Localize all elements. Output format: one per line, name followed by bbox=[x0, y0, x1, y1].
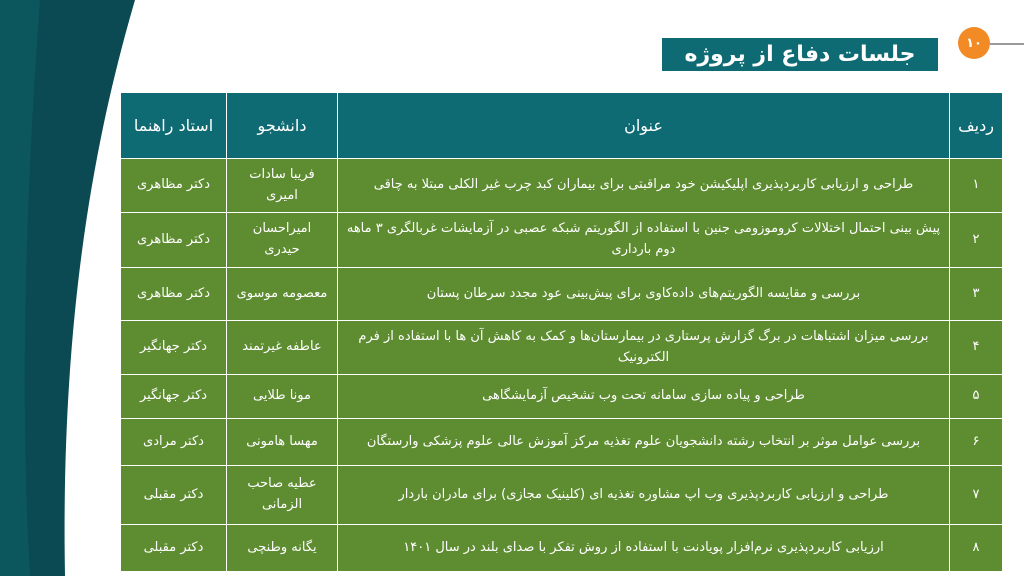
table-row bbox=[121, 213, 1003, 268]
project-title: طراحی و ارزیابی کاربردپذیری وب اپ مشاوره تغذیه ای (کلینیک مجازی) برای مادران باردار bbox=[338, 466, 950, 525]
slide-title: جلسات دفاع از پروژه bbox=[662, 38, 938, 71]
page-number-badge: ۱۰ bbox=[958, 27, 990, 59]
project-title: طراحی و پیاده سازی سامانه تحت وب تشخیص آزمایشگاهی bbox=[338, 375, 950, 419]
advisor-name: دکتر مقبلی bbox=[121, 525, 227, 572]
row-number: ۲ bbox=[950, 213, 1003, 268]
header-row-number: ردیف bbox=[950, 93, 1003, 159]
row-number: ۳ bbox=[950, 268, 1003, 321]
header-divider bbox=[990, 43, 1024, 45]
header-advisor: استاد راهنما bbox=[121, 93, 227, 159]
table-row bbox=[121, 466, 1003, 525]
project-title: طراحی و ارزیابی کاربردپذیری اپلیکیشن خود مراقبتی برای بیماران کبد چرب غیر الکلی مبتلا به چاقی bbox=[338, 159, 950, 213]
student-name: امیراحسان حیدری bbox=[227, 213, 338, 268]
header-title: عنوان bbox=[338, 93, 950, 159]
table-row bbox=[121, 525, 1003, 572]
project-title: بررسی عوامل موثر بر انتخاب رشته دانشجویان علوم تغذیه مرکز آموزش عالی علوم پزشکی وارستگان bbox=[338, 419, 950, 466]
row-number: ۱ bbox=[950, 159, 1003, 213]
project-title: بررسی میزان اشتباهات در برگ گزارش پرستاری در بیمارستان‌ها و کمک به کاهش آن ها با استفاده از فرم الکترونیک bbox=[338, 321, 950, 375]
table-row bbox=[121, 419, 1003, 466]
advisor-name: دکتر مظاهری bbox=[121, 159, 227, 213]
row-number: ۴ bbox=[950, 321, 1003, 375]
student-name: فریبا سادات امیری bbox=[227, 159, 338, 213]
table-row bbox=[121, 375, 1003, 419]
row-number: ۷ bbox=[950, 466, 1003, 525]
row-number: ۵ bbox=[950, 375, 1003, 419]
student-name: معصومه موسوی bbox=[227, 268, 338, 321]
project-title: بررسی و مقایسه الگوریتم‌های داده‌کاوی برای پیش‌بینی عود مجدد سرطان پستان bbox=[338, 268, 950, 321]
student-name: مونا طلایی bbox=[227, 375, 338, 419]
advisor-name: دکتر جهانگیر bbox=[121, 321, 227, 375]
table-row bbox=[121, 321, 1003, 375]
row-number: ۸ bbox=[950, 525, 1003, 572]
advisor-name: دکتر مقبلی bbox=[121, 466, 227, 525]
project-title: پیش بینی احتمال اختلالات کروموزومی جنین با استفاده از الگوریتم شبکه عصبی در آزمایشات غربالگری ۳ ماهه دوم بارداری bbox=[338, 213, 950, 268]
advisor-name: دکتر جهانگیر bbox=[121, 375, 227, 419]
defense-sessions-table bbox=[120, 92, 1003, 572]
student-name: عطیه صاحب الزمانی bbox=[227, 466, 338, 525]
project-title: ارزیابی کاربردپذیری نرم‌افزار پویادنت با استفاده از روش تفکر با صدای بلند در سال ۱۴۰۱ bbox=[338, 525, 950, 572]
advisor-name: دکتر مظاهری bbox=[121, 268, 227, 321]
table-row bbox=[121, 268, 1003, 321]
header-student: دانشجو bbox=[227, 93, 338, 159]
advisor-name: دکتر مظاهری bbox=[121, 213, 227, 268]
table-header-row bbox=[121, 93, 1003, 159]
advisor-name: دکتر مرادی bbox=[121, 419, 227, 466]
student-name: مهسا هامونی bbox=[227, 419, 338, 466]
student-name: یگانه وطنچی bbox=[227, 525, 338, 572]
table-row bbox=[121, 159, 1003, 213]
student-name: عاطفه غیرتمند bbox=[227, 321, 338, 375]
row-number: ۶ bbox=[950, 419, 1003, 466]
